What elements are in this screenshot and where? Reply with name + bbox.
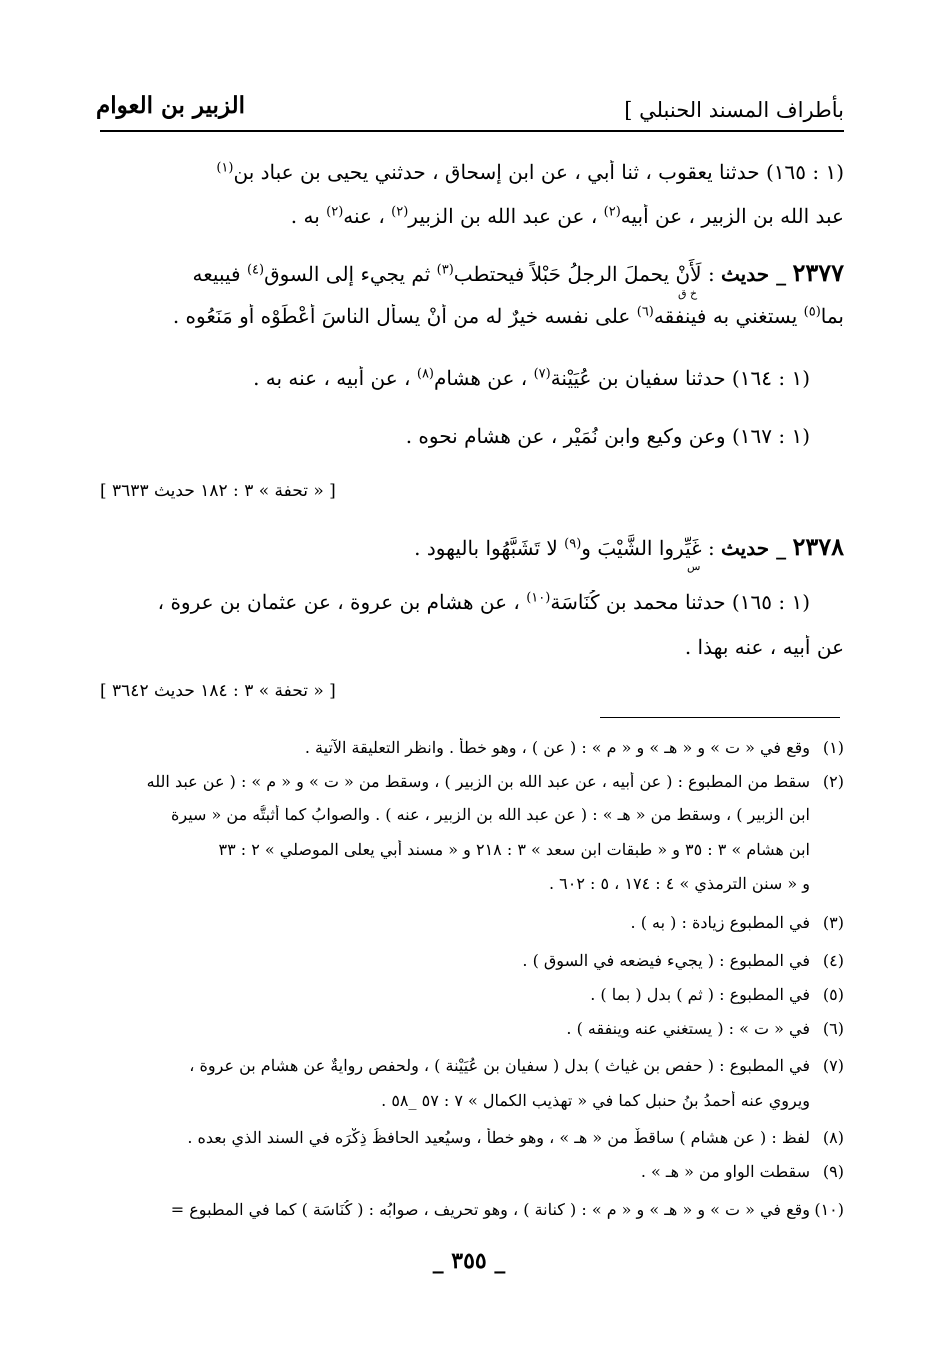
- hadith-keyword: _ حديث: [721, 536, 787, 560]
- footnote-number: (٢): [822, 772, 844, 791]
- footnote-text: لفظ : ( عن هشام ) ساقطٌ من « هـ » ، وهو خطأ ، وسيُعيد الحافظُ ذِكْرَه في السند الذي بعده .: [187, 1128, 810, 1147]
- footnote-text: في المطبوع : ( يجيء فيضعه في السوق ) .: [522, 951, 810, 970]
- footnote-text: في المطبوع : ( ثم ) بدل ( بما ) .: [590, 985, 810, 1004]
- footnote-ref-1: (١): [216, 160, 234, 176]
- footnote-number: (١٠): [814, 1200, 844, 1219]
- footnote-5: [100, 985, 844, 1004]
- footnote-8: [100, 1128, 844, 1147]
- hadith-keyword: _ حديث: [721, 262, 787, 286]
- footnote-number: (٨): [822, 1128, 844, 1147]
- footnote-text: في « ت » : ( يستغني عنه وينفقه ) .: [566, 1019, 810, 1038]
- footnote-2-cont-3: [100, 874, 810, 893]
- footnote-ref-2: (٢): [326, 204, 344, 220]
- footnote-number: (٧): [822, 1056, 844, 1075]
- isnad-text: (١ : ١٦٥) حدثنا محمد بن كُنَاسَة: [550, 590, 810, 614]
- running-header-book-title: بأطراف المسند الحنبلي ]: [624, 98, 844, 122]
- footnote-7: [100, 1056, 844, 1075]
- footnote-2-cont-1: [100, 805, 810, 824]
- tuhfa-reference-2378: [ « تحفة » ٣ : ١٨٤ حديث ٣٦٤٢ ]: [100, 681, 336, 701]
- isnad-165-b-line-2: عن أبيه ، عنه بهذا .: [684, 635, 844, 659]
- isnad-165-b-line-1: [100, 590, 810, 614]
- footnote-text: سقط من المطبوع : ( عن أبيه ، عن عبد الله بن الزبير ) ، وسقط من « ت » و « م » : ( عن عبد الله: [146, 772, 810, 791]
- footnote-ref-9: (٩): [564, 536, 582, 552]
- footnote-number: (٩): [822, 1162, 844, 1181]
- footnote-ref-7: (٧): [533, 366, 551, 382]
- footnote-text: وقع في « ت » و « هـ » و « م » : ( عن ) ، وهو خطأ . وانظر التعليقة الآتية .: [304, 738, 810, 757]
- footnote-4: [100, 951, 844, 970]
- footnote-9: [100, 1162, 844, 1181]
- footnote-7-cont: [100, 1091, 810, 1110]
- isnad-text: (١ : ١٦٥) حدثنا يعقوب ، ثنا أبي ، عن ابن إسحاق ، حدثني يحيى بن عباد بن: [233, 160, 844, 184]
- hadith-text: يستغني به فينفقه: [653, 304, 798, 328]
- header-rule: [100, 130, 844, 132]
- hadith-2377-line-2: [100, 304, 844, 328]
- footnote-ref-2: (٢): [603, 204, 621, 220]
- footnote-text: ابن الزبير ) ، وسقط من « هـ » : ( عن عبد الله بن الزبير ، عنه ) . والصوابُ كما أثبتُّه من « سيرة: [171, 805, 810, 824]
- footnote-3: [100, 913, 844, 932]
- footnote-6: [100, 1019, 844, 1038]
- hadith-number: ٢٣٧٨: [792, 532, 844, 561]
- hadith-text: : لَأَنْ يحملَ الرجلُ حَبْلاً فيحتطب: [453, 262, 715, 286]
- footnote-ref-5: (٥): [803, 304, 821, 320]
- footnote-text: سقطت الواو من « هـ » .: [640, 1162, 810, 1181]
- isnad-text: عبد الله بن الزبير ، عن أبيه: [620, 204, 844, 228]
- isnad-165-line-2: [100, 204, 844, 228]
- footnote-text: ويروي عنه أحمدُ بنُ حنبل كما في « تهذيب الكمال » ٧ : ٥٧ _٥٨ .: [381, 1091, 810, 1110]
- hadith-text: بما: [820, 304, 844, 328]
- isnad-text: ، عن هشام: [434, 366, 528, 390]
- footnote-separator: [600, 717, 840, 718]
- footnote-text: وقع في « ت » و « هـ » و « م » : ( كنانة ) ، وهو تحريف ، صوابُه : ( كُنَاسَة ) كما في المطبوع =: [170, 1200, 810, 1219]
- footnote-ref-4: (٤): [246, 262, 265, 278]
- footnote-text: ابن هشام » ٣ : ٣٥ و « طبقات ابن سعد » ٣ : ٢١٨ و « مسند أبي يعلى الموصلي » ٢ : ٣٣: [218, 840, 810, 859]
- footnote-ref-6: (٦): [636, 304, 654, 320]
- source-marks: خ ق: [678, 287, 698, 300]
- footnote-number: (٣): [822, 913, 844, 932]
- isnad-164: [100, 366, 810, 390]
- page-number: _ ٣٥٥ _: [432, 1248, 506, 1274]
- hadith-text: : غَيِّروا الشَّيْبَ و: [581, 536, 715, 560]
- isnad-text: ، عنه: [343, 204, 385, 228]
- footnote-1: [100, 738, 844, 757]
- hadith-2377-line-1: [100, 258, 844, 287]
- footnote-ref-8: (٨): [416, 366, 434, 382]
- hadith-text: فيبيعه: [192, 262, 241, 286]
- tuhfa-reference-2377: [ « تحفة » ٣ : ١٨٢ حديث ٣٦٣٣ ]: [100, 481, 336, 501]
- footnote-number: (١): [822, 738, 844, 757]
- running-header-chapter-title: الزبير بن العوام: [96, 92, 246, 119]
- isnad-text: ، عن هشام بن عروة ، عن عثمان بن عروة ،: [157, 590, 520, 614]
- footnote-number: (٦): [822, 1019, 844, 1038]
- isnad-167: (١ : ١٦٧) وعن وكيع وابن نُمَيْر ، عن هشام نحوه .: [405, 424, 810, 448]
- isnad-text: ، عن عبد الله بن الزبير: [408, 204, 598, 228]
- hadith-text: ثم يجيء إلى السوق: [264, 262, 431, 286]
- footnote-10: [100, 1200, 844, 1219]
- hadith-text: على نفسه خيرٌ له من أنْ يسأل الناسَ أَعْطَوْه أو مَنَعُوه .: [172, 304, 631, 328]
- footnote-2: [100, 772, 844, 791]
- hadith-text: لا تَشَبَّهُوا باليهود .: [414, 536, 558, 560]
- isnad-text: به .: [290, 204, 320, 228]
- footnote-ref-2: (٢): [391, 204, 409, 220]
- source-mark: س: [687, 560, 701, 573]
- footnote-number: (٥): [822, 985, 844, 1004]
- hadith-2378: [100, 532, 844, 561]
- footnote-text: و « سنن الترمذي » ٤ : ١٧٤ ، ٥ : ٦٠٢ .: [548, 874, 810, 893]
- isnad-text: ، عن أبيه ، عنه به .: [253, 366, 411, 390]
- isnad-text: (١ : ١٦٤) حدثنا سفيان بن عُيَيْنة: [550, 366, 810, 390]
- footnote-ref-10: (١٠): [526, 590, 551, 606]
- isnad-165-line-1: [100, 160, 844, 184]
- footnote-ref-3: (٣): [436, 262, 454, 278]
- footnote-text: في المطبوع : ( حفص بن غياث ) بدل ( سفيان بن عُيَيْنة ) ، ولحفص روايةٌ عن هشام بن عروة ،: [189, 1056, 810, 1075]
- footnote-number: (٤): [822, 951, 844, 970]
- footnote-text: في المطبوع زيادة : ( به ) .: [630, 913, 810, 932]
- hadith-number: ٢٣٧٧: [792, 258, 844, 287]
- footnote-2-cont-2: [100, 840, 810, 859]
